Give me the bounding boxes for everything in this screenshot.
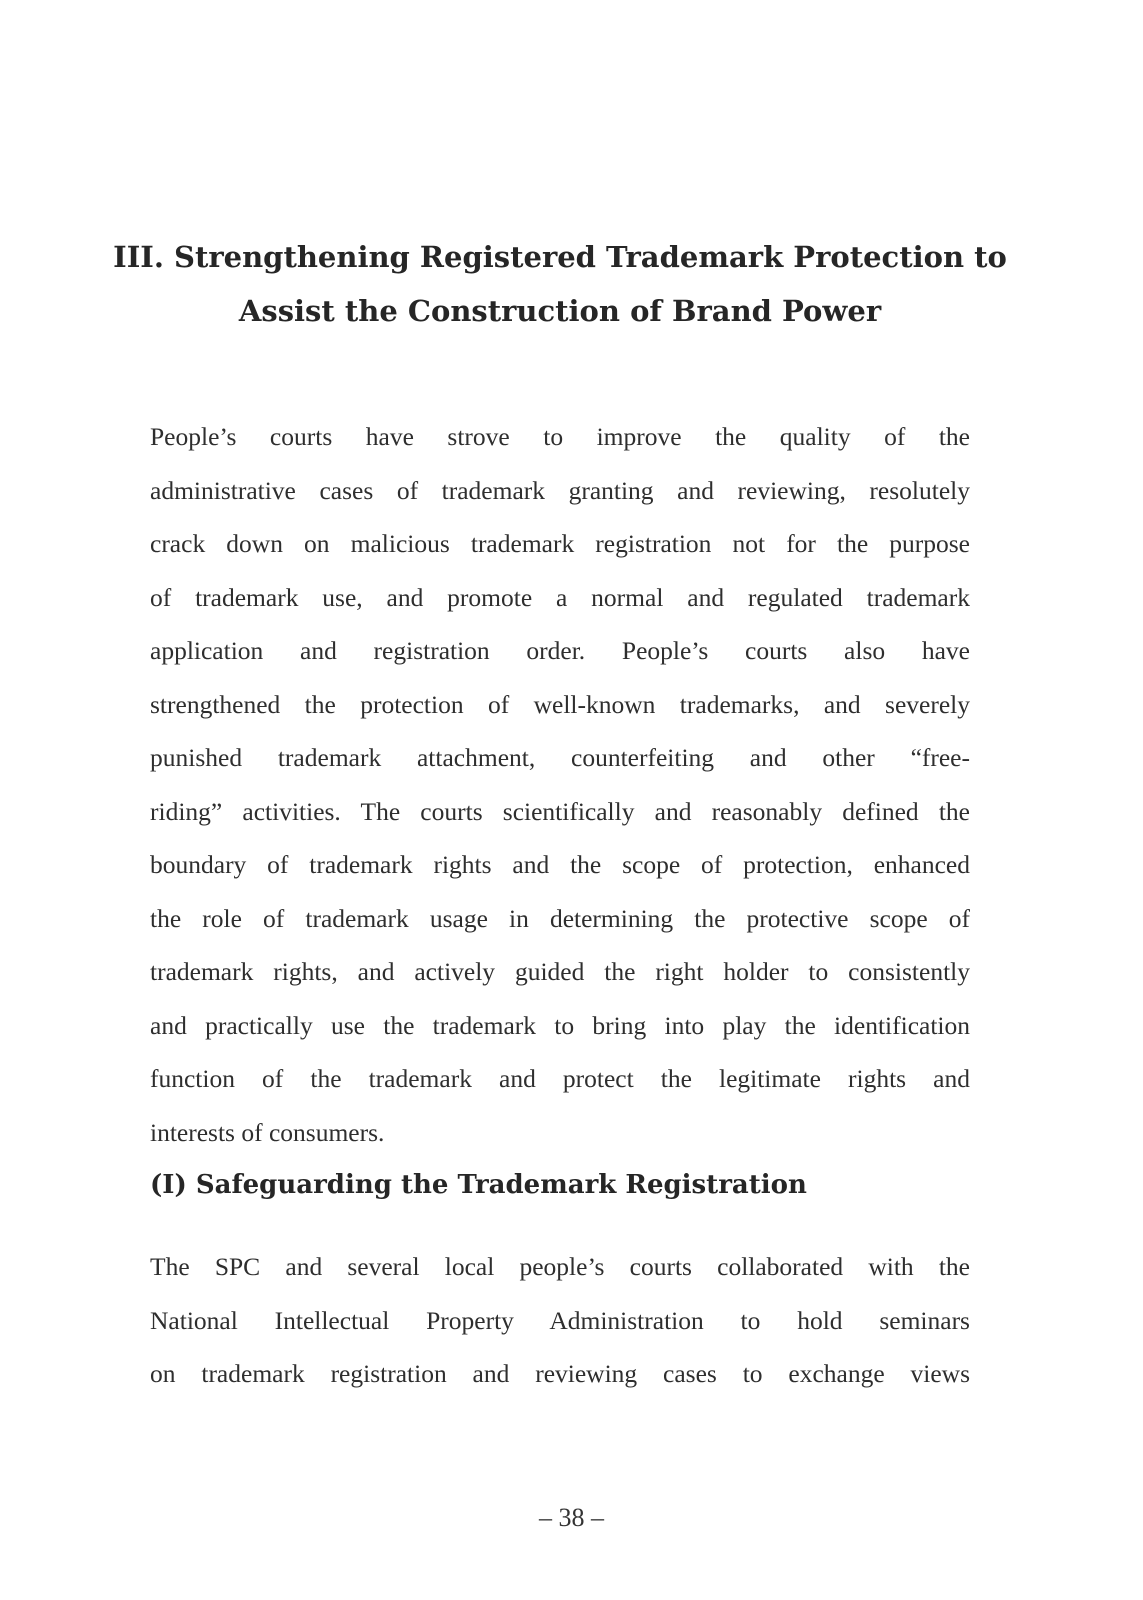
text-line: People’s courts have strove to improve the quality of the [150,422,970,451]
text-line: National Intellectual Property Administration to hold seminars [150,1305,970,1335]
paragraph-section-1 [150,1240,970,1401]
text-line: and practically use the trademark to bring into play the identification [150,1010,970,1040]
text-line: the role of trademark usage in determining the protective scope of [150,903,970,933]
text-line: boundary of trademark rights and the scope of protection, enhanced [150,850,970,879]
paragraph-intro [150,410,970,1159]
section-title-line-2: Assist the Construction of Brand Power [238,294,882,328]
text-line: trademark rights, and actively guided the right holder to consistently [150,957,970,986]
text-line: on trademark registration and reviewing cases to exchange views [150,1359,970,1388]
text-line: application and registration order. People’s courts also have [150,636,970,665]
text-line: administrative cases of trademark granting and reviewing, resolutely [150,475,970,505]
text-line: of trademark use, and promote a normal and regulated trademark [150,582,970,612]
text-line: The SPC and several local people’s courts collaborated with the [150,1252,970,1281]
section-title [100,230,1020,338]
text-line: strengthened the protection of well-known trademarks, and severely [150,689,970,719]
page-number: – 38 – [539,1503,604,1532]
text-line: function of the trademark and protect the legitimate rights and [150,1064,970,1093]
text-line: crack down on malicious trademark registration not for the purpose [150,529,970,558]
text-line: punished trademark attachment, counterfeiting and other “free- [150,743,970,772]
text-line: riding” activities. The courts scientifically and reasonably defined the [150,796,970,826]
section-title-line-1: III. Strengthening Registered Trademark Protection to [113,240,1007,274]
text-line: interests of consumers. [150,1117,385,1147]
subsection-heading: (I) Safeguarding the Trademark Registration [150,1170,807,1200]
